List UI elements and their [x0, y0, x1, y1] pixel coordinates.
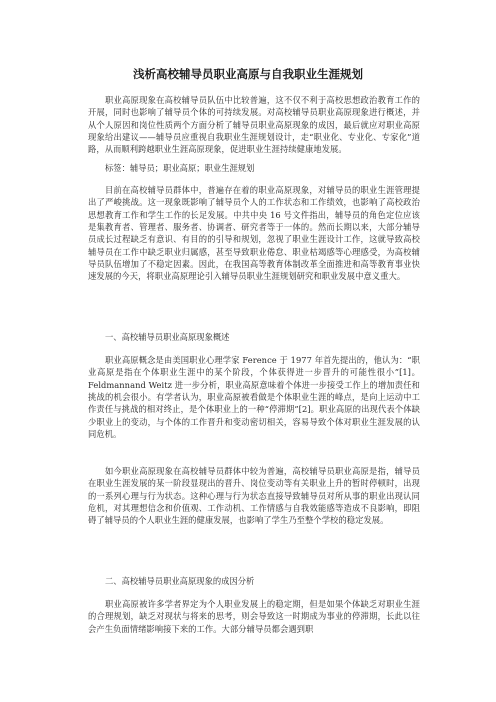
document-title: 浅析高校辅导员职业高原与自我职业生涯规划: [133, 67, 363, 81]
section-heading-1: 一、高校辅导员职业高原现象概述: [105, 332, 230, 342]
keywords-line: 标签：辅导员；职业高原；职业生涯规划: [105, 163, 255, 173]
section2-paragraph-1: 职业高原被许多学者界定为个人职业发展上的稳定期，但是如果个体缺乏对职业生涯的合理规划，缺乏对现状与将来的思考，则会导致这一时期成为事业的停滞期，长此以往会产生负面情绪影响接下来的工作。大部分辅导员都会遇到职: [88, 599, 420, 634]
section1-paragraph-2: 如今职业高原现象在高校辅导员群体中较为普遍，高校辅导员职业高原是指，辅导员在职业生涯发展的某一阶段显现出的晋升、岗位变动等有关职业上升的暂时停顿时，出现的一系列心理与行为状态。这种心理与行为状态直接导致辅导员对所从事的职业出现认同危机，对其理想信念和价值观、工作动机、工作情感与自我效能感等造成不良影响，即阻碍了辅导员的个人职业生涯的健康发展，也影响了学生乃至整个学校的稳定发展。: [88, 466, 420, 526]
abstract-paragraph: 职业高原现象在高校辅导员队伍中比较普遍，这不仅不利于高校思想政治教育工作的开展，同时也影响了辅导员个体的可持续发展。对高校辅导员职业高原现象进行概述，并从个人原因和岗位性质两个方面分析了辅导员职业高原现象的成因，最后就应对职业高原现象给出建议——辅导员应重视自我职业生涯规划设计，走“职业化、专业化、专家化”道路，从而顺利跨越职业生涯高原现象，促进职业生涯持续健康地发展。: [88, 95, 420, 155]
section1-paragraph-1: 职业高原概念是由美国职业心理学家 Ference 于 1977 年首先提出的，他认为：“职业高原是指在个体职业生涯中的某个阶段，个体获得进一步晋升的可能性很小”[1]。Feldmannand Weitz 进一步分析，职业高原意味着个体进一步接受工作上的增加责任和挑战的机会很小。有学者认为，职业高原被看做是个体职业生涯的峰点，是向上运动中工作责任与挑战的相对终止，是个体职业上的一种“停滞期”[2]。职业高原的出现代表个体缺少职业上的变动，与个体的工作晋升和变动密切相关，容易导致个体对职业生涯发展的认同危机。: [88, 355, 420, 440]
section-heading-2: 二、高校辅导员职业高原现象的成因分析: [105, 576, 255, 586]
intro-paragraph: 目前在高校辅导员群体中，普遍存在着的职业高原现象，对辅导员的职业生涯管理提出了严峻挑战。这一现象既影响了辅导员个人的工作状态和工作绩效，也影响了高校政治思想教育工作和学生工作的长足发展。中共中央 16 号文件指出，辅导员的角色定位应该是集教育者、管理者、服务者、协调者、研究者等于一体的。然而长期以来，大部分辅导员成长过程缺乏有意识、有目的的引导和规划，忽视了职业生涯设计工作，这就导致高校辅导员在工作中缺乏职业归属感，甚至导致职业倦怠、职业枯竭感等心理感受，为高校辅导员队伍增加了不稳定因素。因此，在我国高等教育体制改革全面推进和高等教育事业快速发展的今天，将职业高原理论引入辅导员职业生涯规划研究和职业发展中意义重大。: [88, 185, 420, 282]
